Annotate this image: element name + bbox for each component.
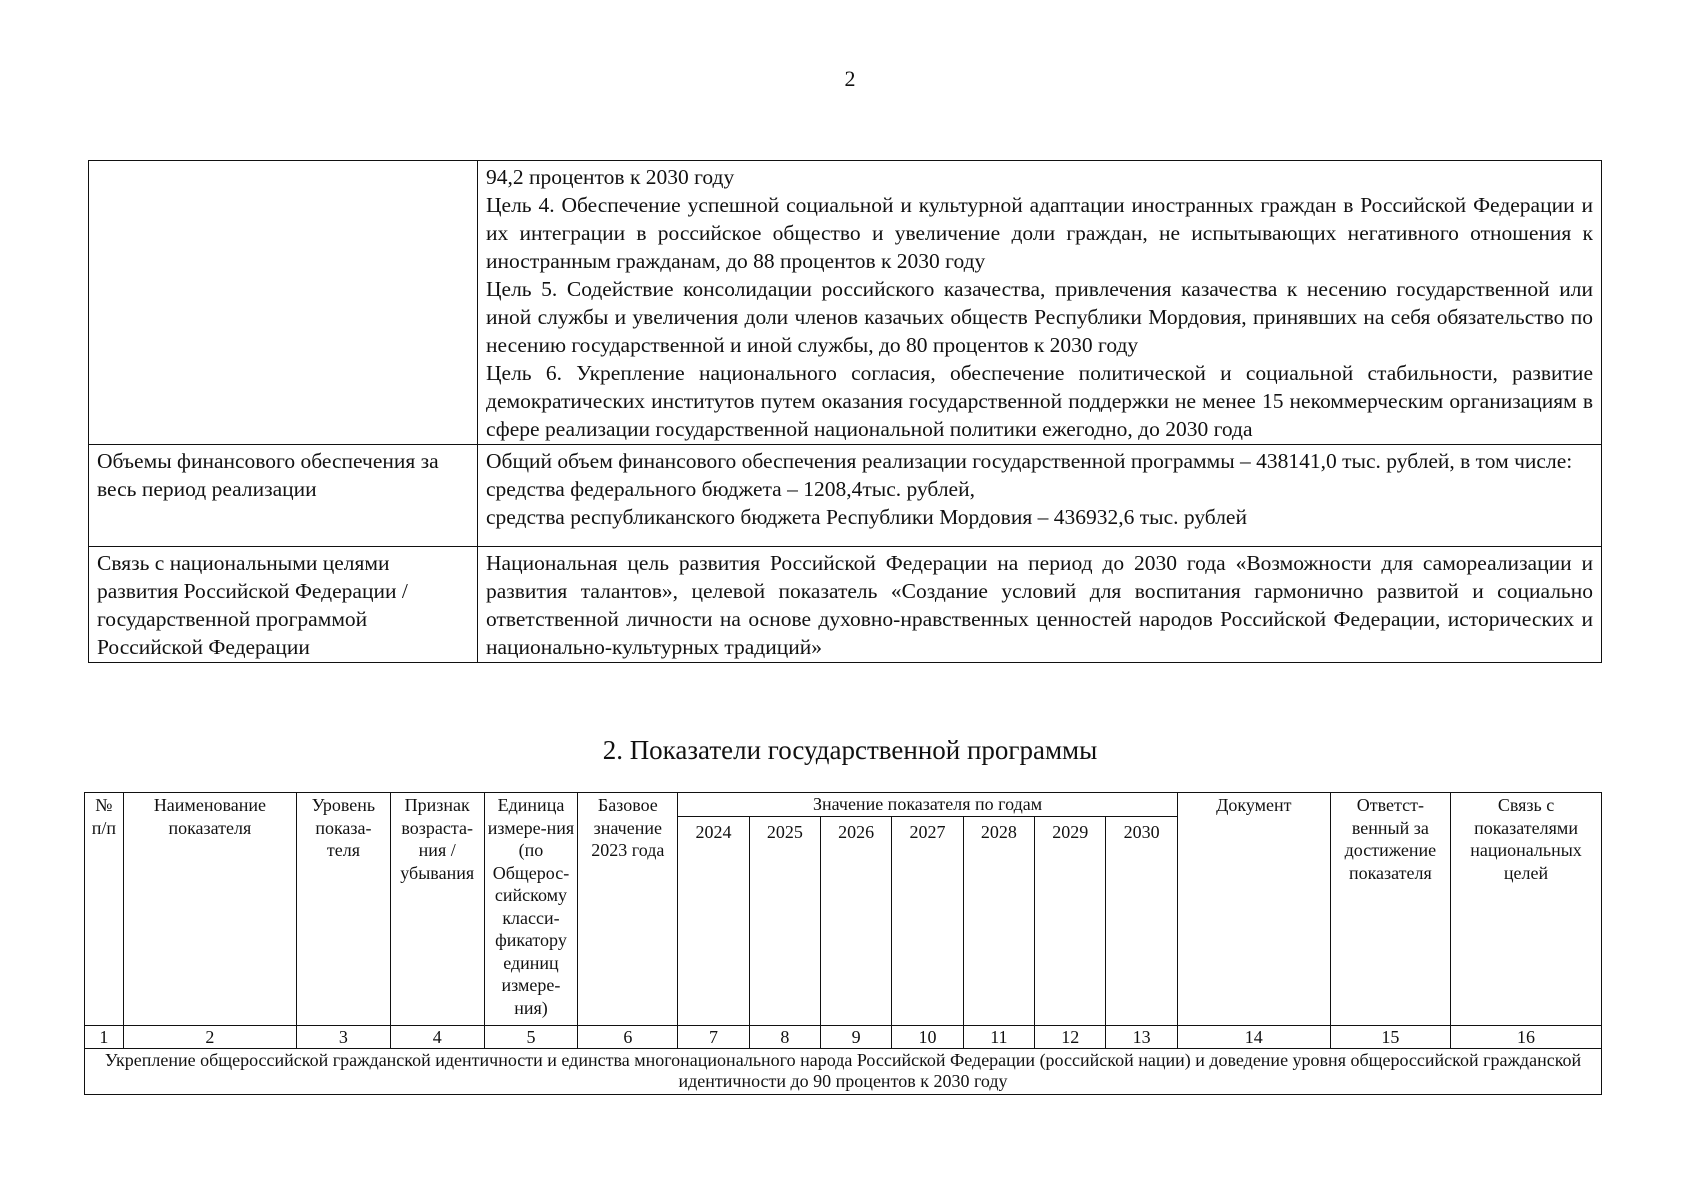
passport-label-financing: Объемы финансового обеспечения за весь период реализации: [89, 445, 478, 547]
indicators-table: [84, 792, 1602, 1095]
header-year: 2028: [963, 816, 1034, 1026]
header-link: Связь с показателями национальных целей: [1451, 793, 1602, 1026]
goal-line: Цель 6. Укрепление национального согласия, обеспечение политической и социальной стабильности, развитие демократических институтов путем оказания государственной поддержки не менее 15 некоммерческим организациям в сфере реализации государственной национальной политики ежегодно, до 2030 года: [486, 361, 1593, 441]
financing-line: Общий объем финансового обеспечения реализации государственной программы – 438141,0 тыс. рублей, в том числе:: [486, 449, 1573, 473]
column-number: 15: [1330, 1026, 1450, 1049]
goal-row: [85, 1049, 1602, 1095]
passport-value-goals: [478, 161, 1602, 445]
column-number: 2: [123, 1026, 296, 1049]
column-number: 3: [297, 1026, 391, 1049]
section-title: 2. Показатели государственной программы: [602, 735, 1098, 765]
goal-line: 94,2 процентов к 2030 году: [486, 165, 735, 189]
header-year: 2026: [821, 816, 892, 1026]
header-year: 2027: [892, 816, 963, 1026]
column-number: 4: [390, 1026, 484, 1049]
column-number: 8: [749, 1026, 820, 1049]
column-number: 11: [963, 1026, 1034, 1049]
goal-line: Цель 5. Содействие консолидации российского казачества, привлечения казачества к несению государственной или иной службы и увеличения доли членов казачьих обществ Республики Мордовия, принявших на себя обязательство по несению государственной и иной службы, до 80 процентов к 2030 году: [486, 277, 1593, 357]
passport-label-goals: [89, 161, 478, 445]
header-year: 2025: [749, 816, 820, 1026]
column-number: 12: [1035, 1026, 1106, 1049]
header-base: Базовое значение 2023 года: [578, 793, 678, 1026]
financing-line: средства федерального бюджета – 1208,4тыс. рублей,: [486, 477, 975, 501]
header-years-group: Значение показателя по годам: [678, 793, 1178, 817]
column-number: 16: [1451, 1026, 1602, 1049]
header-trend: Признак возраста-ния /убывания: [390, 793, 484, 1026]
column-number: 13: [1106, 1026, 1177, 1049]
header-unit: Единица измере-ния (по Общерос-сийскому класси-фикатору единиц измере-ния): [484, 793, 578, 1026]
financing-line: средства республиканского бюджета Республики Мордовия – 436932,6 тыс. рублей: [486, 505, 1247, 529]
header-document: Документ: [1177, 793, 1330, 1026]
column-number: 10: [892, 1026, 963, 1049]
passport-value-financing: [478, 445, 1602, 547]
header-level: Уровень показа-теля: [297, 793, 391, 1026]
header-num: № п/п: [85, 793, 124, 1026]
passport-label-national-goals: Связь с национальными целями развития Российской Федерации / государственной программой Российской Федерации: [89, 547, 478, 663]
column-number: 1: [85, 1026, 124, 1049]
column-number: 6: [578, 1026, 678, 1049]
column-number: 7: [678, 1026, 749, 1049]
passport-row-goals: [89, 161, 1602, 445]
page-number: 2: [844, 66, 856, 91]
column-numbers-row: [85, 1026, 1602, 1049]
header-year: 2024: [678, 816, 749, 1026]
passport-row-national-goals: [89, 547, 1602, 663]
header-year: 2029: [1035, 816, 1106, 1026]
goal-line: Цель 4. Обеспечение успешной социальной и культурной адаптации иностранных граждан в Российской Федерации и их интеграции в российское общество и увеличение доли граждан, не испытывающих негативного отношения к иностранным гражданам, до 88 процентов к 2030 году: [486, 193, 1593, 273]
passport-table: [88, 160, 1602, 663]
passport-value-national-goals: Национальная цель развития Российской Федерации на период до 2030 года «Возможности для самореализации и развития талантов», целевой показатель «Создание условий для воспитания гармонично развитой и социально ответственной личности на основе духовно-нравственных ценностей народов Российской Федерации, исторических и национально-культурных традиций»: [478, 547, 1602, 663]
header-responsible: Ответст-венный за достижение показателя: [1330, 793, 1450, 1026]
header-name: Наименование показателя: [123, 793, 296, 1026]
header-row: [85, 793, 1602, 817]
goal-row-text: Укрепление общероссийской гражданской идентичности и единства многонационального народа Российской Федерации (российской нации) и доведение уровня общероссийской гражданской идентичности до 90 процентов к 2030 году: [85, 1049, 1602, 1095]
column-number: 5: [484, 1026, 578, 1049]
column-number: 9: [821, 1026, 892, 1049]
passport-row-financing: [89, 445, 1602, 547]
header-year: 2030: [1106, 816, 1177, 1026]
column-number: 14: [1177, 1026, 1330, 1049]
